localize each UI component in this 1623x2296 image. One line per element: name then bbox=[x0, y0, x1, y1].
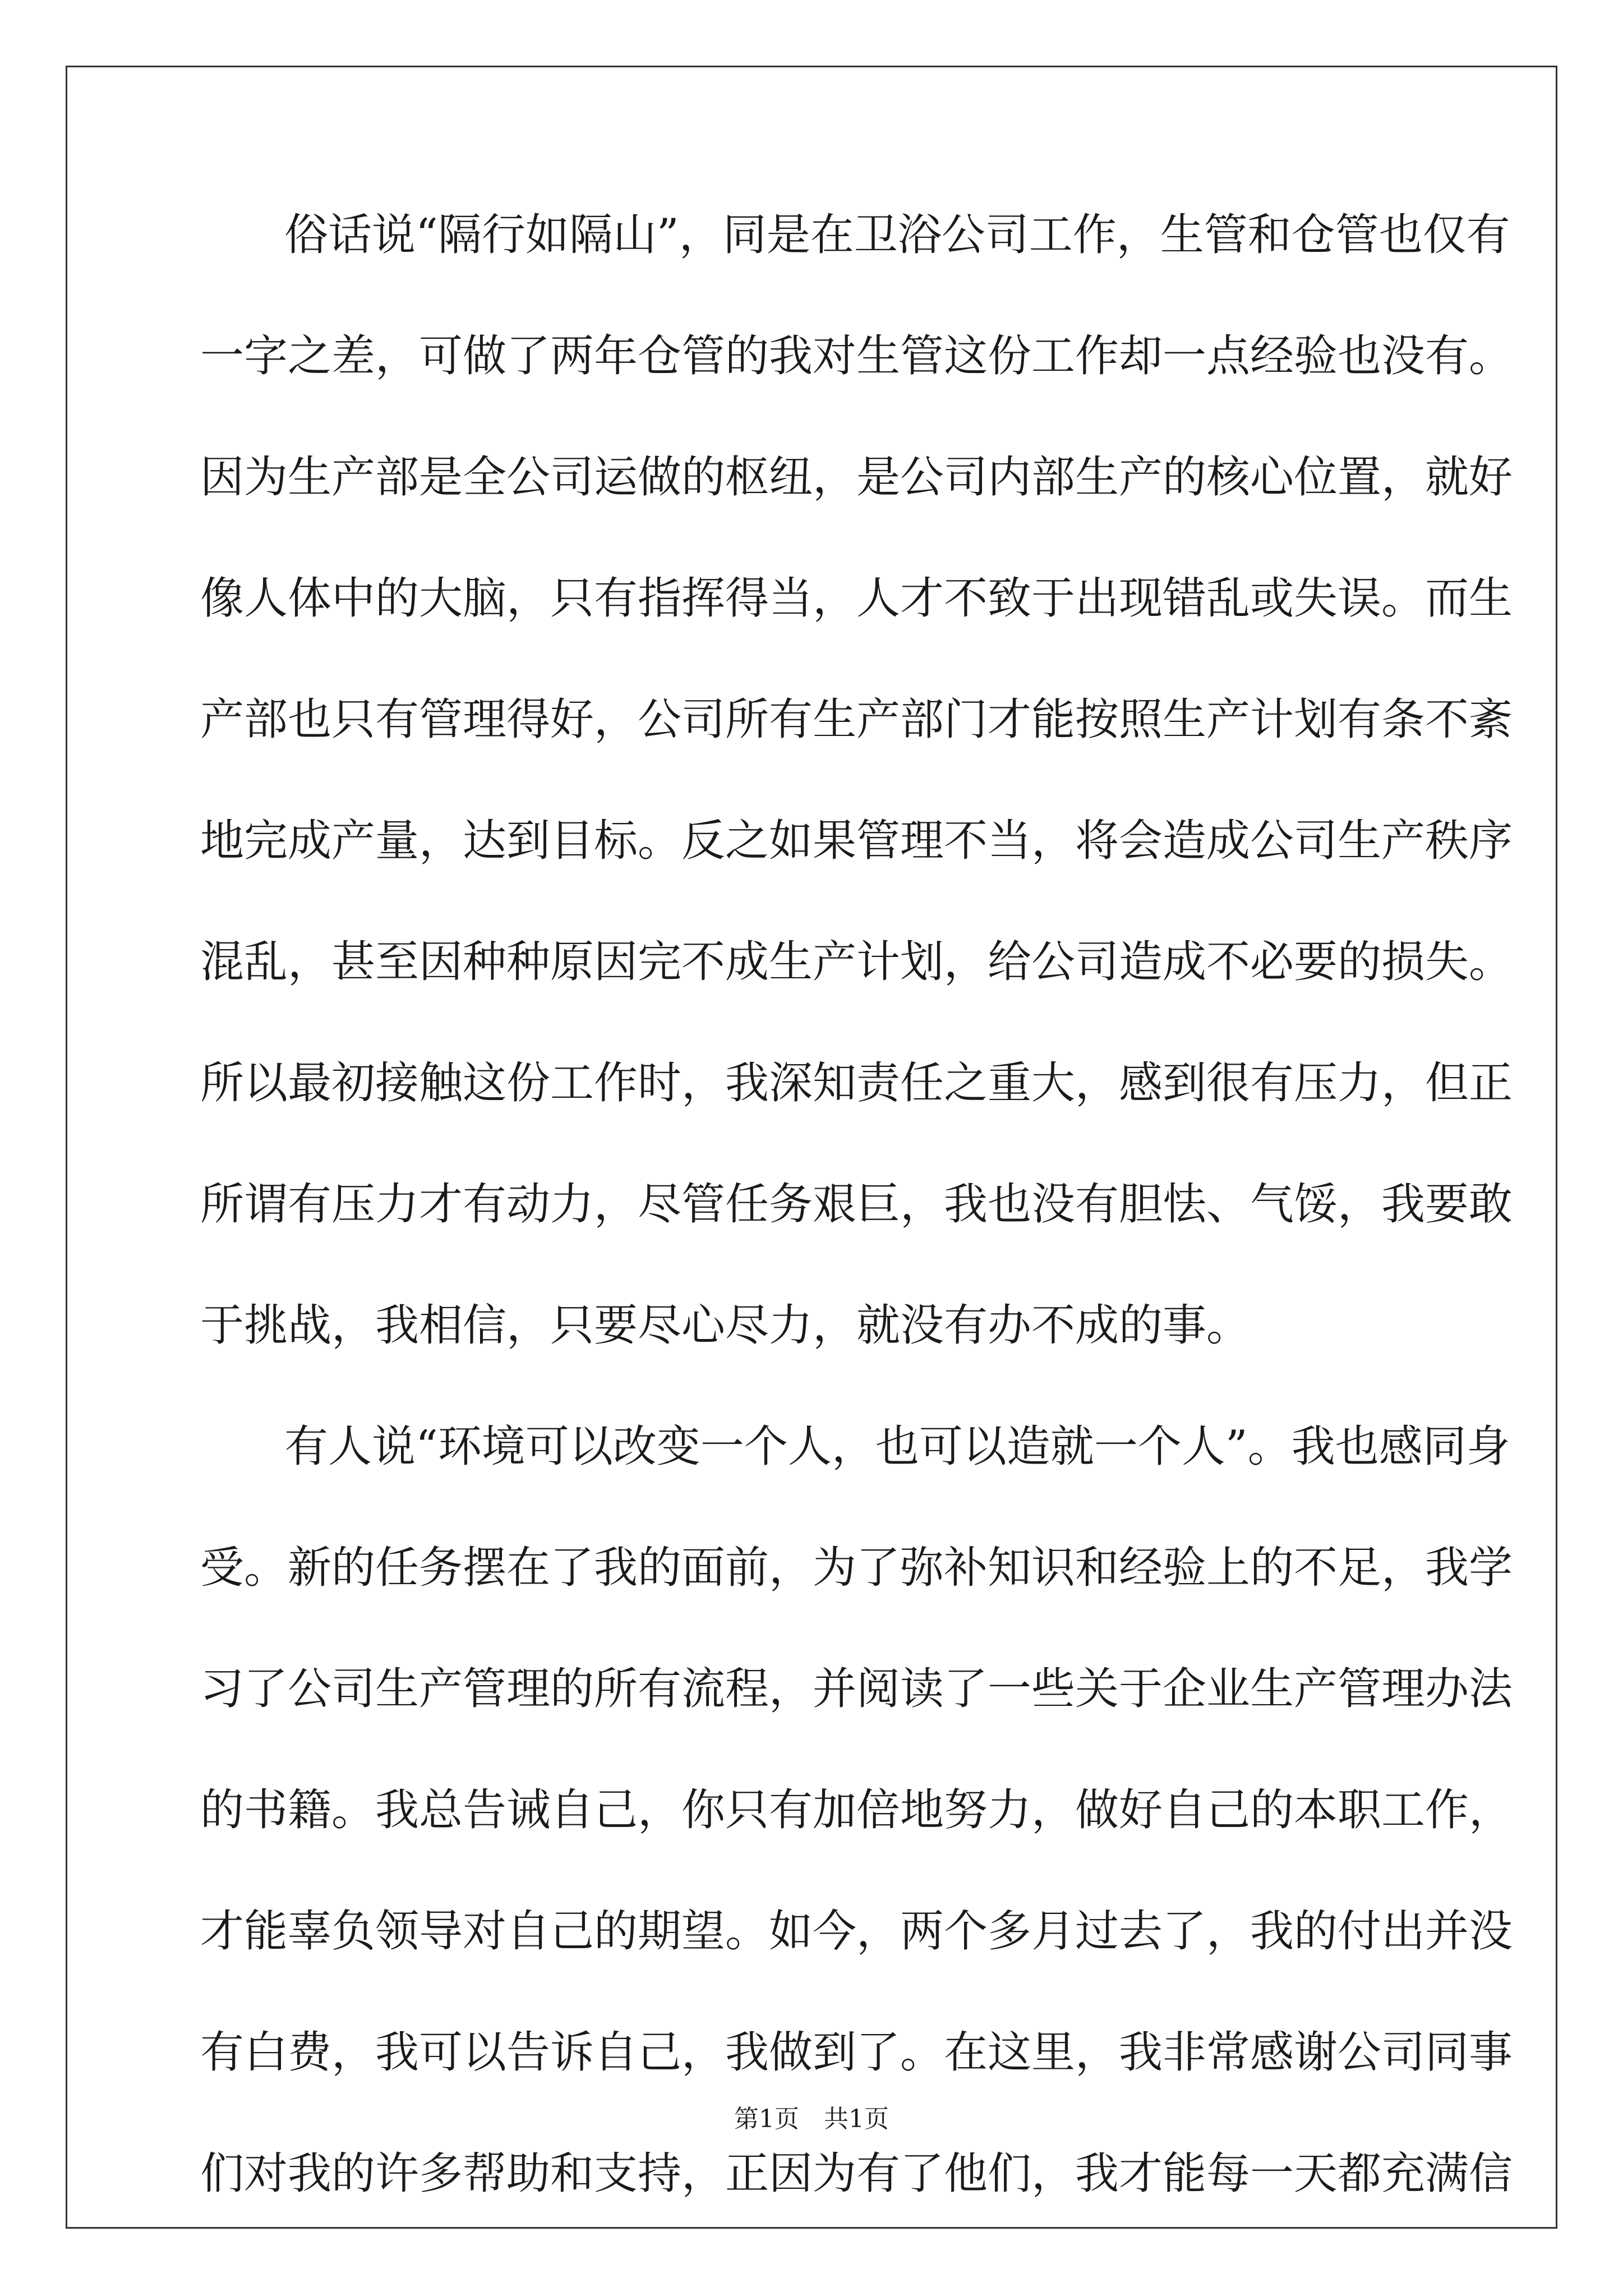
paragraph-1-line-3: 因为生产部是全公司运做的枢纽，是公司内部生产的核心位置，就好 bbox=[200, 452, 1513, 503]
paragraph-2-line-6: 有白费，我可以告诉自己，我做到了。在这里，我非常感谢公司同事 bbox=[200, 2027, 1513, 2078]
page-number: 第1页 bbox=[734, 2105, 799, 2133]
paragraph-2-line-7: 们对我的许多帮助和支持，正因为有了他们，我才能每一天都充满信 bbox=[200, 2148, 1513, 2199]
paragraph-1-line-7: 混乱，甚至因种种原因完不成生产计划，给公司造成不必要的损失。 bbox=[200, 937, 1513, 987]
page-footer bbox=[0, 2105, 1623, 2133]
page-total: 共1页 bbox=[824, 2105, 889, 2133]
paragraph-2-line-3: 习了公司生产管理的所有流程，并阅读了一些关于企业生产管理办法 bbox=[200, 1664, 1513, 1714]
paragraph-1-line-2: 一字之差，可做了两年仓管的我对生管这份工作却一点经验也没有。 bbox=[200, 331, 1513, 381]
paragraph-1-line-9: 所谓有压力才有动力，尽管任务艰巨，我也没有胆怯、气馁，我要敢 bbox=[200, 1179, 1513, 1230]
paragraph-1-line-1: 俗话说“隔行如隔山”，同是在卫浴公司工作，生管和仓管也仅有 bbox=[284, 210, 1510, 260]
paragraph-2-line-4: 的书籍。我总告诫自己，你只有加倍地努力，做好自己的本职工作， bbox=[200, 1785, 1513, 1835]
paragraph-1-line-10: 于挑战，我相信，只要尽心尽力，就没有办不成的事。 bbox=[200, 1300, 1251, 1351]
paragraph-1-line-4: 像人体中的大脑，只有指挥得当，人才不致于出现错乱或失误。而生 bbox=[200, 573, 1513, 624]
paragraph-2-line-1: 有人说“环境可以改变一个人，也可以造就一个人”。我也感同身 bbox=[284, 1421, 1510, 1472]
document-body bbox=[200, 210, 1513, 2273]
paragraph-2-line-2: 受。新的任务摆在了我的面前，为了弥补知识和经验上的不足，我学 bbox=[200, 1543, 1513, 1593]
paragraph-2-line-5: 才能辜负领导对自己的期望。如今，两个多月过去了，我的付出并没 bbox=[200, 1906, 1513, 1957]
paragraph-1-line-6: 地完成产量，达到目标。反之如果管理不当，将会造成公司生产秩序 bbox=[200, 816, 1513, 866]
paragraph-1-line-5: 产部也只有管理得好，公司所有生产部门才能按照生产计划有条不紊 bbox=[200, 694, 1513, 745]
paragraph-1-line-8: 所以最初接触这份工作时，我深知责任之重大，感到很有压力，但正 bbox=[200, 1058, 1513, 1108]
